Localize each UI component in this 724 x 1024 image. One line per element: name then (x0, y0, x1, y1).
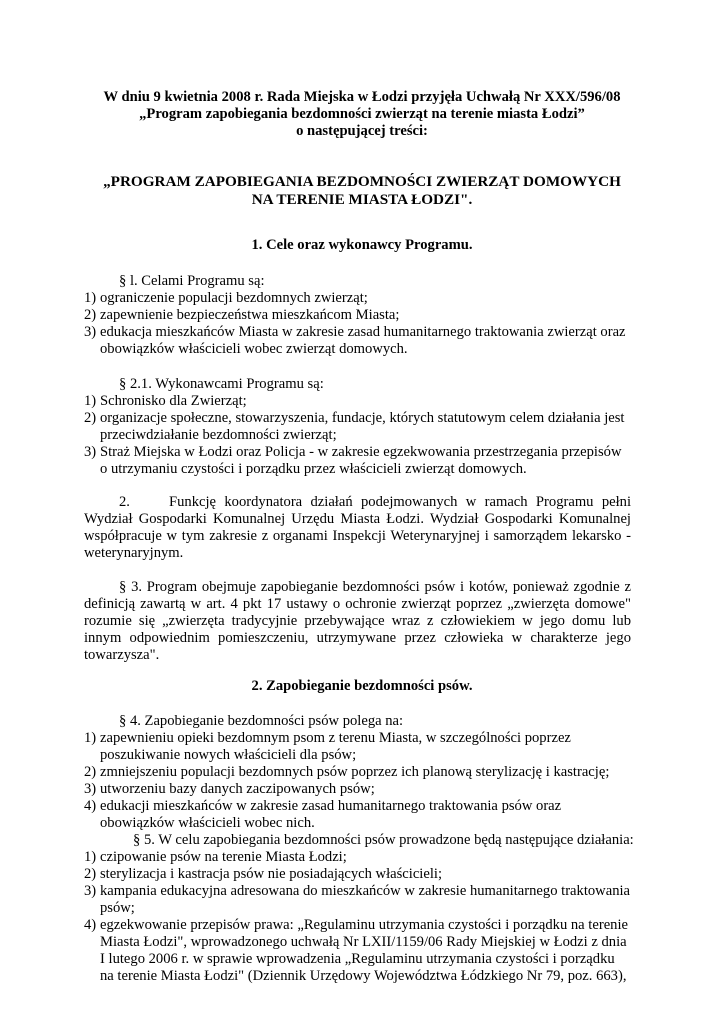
list-number: 2) (84, 866, 97, 882)
list-number: 1) (84, 849, 97, 865)
paragraph-3-line: definicją zawartą w art. 4 pkt 17 ustawy o ochronie zwierząt poprzez „zwierzęta domowe" (84, 596, 631, 612)
list-number: 4) (84, 798, 97, 814)
paragraph-2-1-intro: § 2.1. Wykonawcami Programu są: (119, 376, 324, 392)
list-item: Straż Miejska w Łodzi oraz Policja - w zakresie egzekwowania przestrzegania przepisów (100, 444, 622, 460)
paragraph-5-intro: § 5. W celu zapobiegania bezdomności psów prowadzone będą następujące działania: (133, 832, 634, 848)
list-item: sterylizacja i kastracja psów nie posiadających właścicieli; (100, 866, 442, 882)
list-number: 1) (84, 730, 97, 746)
list-item: zmniejszeniu populacji bezdomnych psów poprzez ich planową sterylizację i kastrację; (100, 764, 610, 780)
list-item-continuation: obowiązków właścicieli wobec zwierząt domowych. (100, 341, 408, 357)
list-number: 2) (84, 410, 97, 426)
paragraph-3-line: towarzysza". (84, 647, 160, 663)
list-item-continuation: Miasta Łodzi", wprowadzonego uchwałą Nr LXII/1159/06 Rady Miejskiej w Łodzi z dnia (100, 934, 627, 950)
list-item-continuation: przeciwdziałanie bezdomności zwierząt; (100, 427, 337, 443)
list-item: organizacje społeczne, stowarzyszenia, fundacje, których statutowym celem działania jest (100, 410, 625, 426)
list-item: edukacji mieszkańców w zakresie zasad humanitarnego traktowania psów oraz (100, 798, 562, 814)
header-line-2: „Program zapobiegania bezdomności zwierząt na terenie miasta Łodzi” (139, 106, 585, 122)
list-item: egzekwowanie przepisów prawa: „Regulaminu utrzymania czystości i porządku na terenie (100, 917, 629, 933)
list-item: kampania edukacyjna adresowana do mieszkańców w zakresie humanitarnego traktowania (100, 883, 631, 899)
program-title-line-2: NA TERENIE MIASTA ŁODZI". (251, 191, 473, 208)
list-item: utworzeniu bazy danych zaczipowanych psów; (100, 781, 375, 797)
list-number: 1) (84, 393, 97, 409)
list-item: ograniczenie populacji bezdomnych zwierząt; (100, 290, 368, 306)
list-item-continuation: psów; (100, 900, 135, 916)
header-line-1: W dniu 9 kwietnia 2008 r. Rada Miejska w Łodzi przyjęła Uchwałą Nr XXX/596/08 (103, 89, 621, 105)
list-item-continuation: poszukiwanie nowych właścicieli dla psów; (100, 747, 357, 763)
list-number: 3) (84, 883, 97, 899)
paragraph-3-line: rozumie się „zwierzęta tradycyjnie przebywające wraz z człowiekiem w jego domu lub (84, 613, 631, 629)
list-item: Schronisko dla Zwierząt; (100, 393, 247, 409)
paragraph-2-2-line: weterynaryjnym. (84, 545, 184, 561)
section-1-heading: 1. Cele oraz wykonawcy Programu. (251, 237, 473, 253)
list-number: 1) (84, 290, 97, 306)
paragraph-2-2-line: Funkcję koordynatora działań podejmowanych w ramach Programu pełni (169, 494, 631, 510)
paragraph-4-intro: § 4. Zapobieganie bezdomności psów polega na: (119, 713, 404, 729)
list-number: 4) (84, 917, 97, 933)
list-item-continuation: na terenie Miasta Łodzi" (Dziennik Urzędowy Województwa Łódzkiego Nr 79, poz. 663), (100, 968, 627, 984)
list-number: 3) (84, 781, 97, 797)
section-2-heading: 2. Zapobieganie bezdomności psów. (251, 678, 473, 694)
list-item: edukacja mieszkańców Miasta w zakresie zasad humanitarnego traktowania zwierząt oraz (100, 324, 626, 340)
paragraph-3-line: § 3. Program obejmuje zapobieganie bezdomności psów i kotów, ponieważ zgodnie z (119, 579, 631, 595)
list-item: zapewnieniu opieki bezdomnym psom z terenu Miasta, w szczególności poprzez (100, 730, 571, 746)
list-item: czipowanie psów na terenie Miasta Łodzi; (100, 849, 347, 865)
paragraph-2-2-number: 2. (119, 494, 130, 510)
paragraph-3-line: innym odpowiednim pomieszczeniu, utrzymywane przez człowieka w charakterze jego (84, 630, 631, 646)
list-item-continuation: I lutego 2006 r. w sprawie wprowadzenia „Regulaminu utrzymania czystości i porządku (100, 951, 615, 967)
list-number: 2) (84, 307, 97, 323)
list-item-continuation: obowiązków właścicieli wobec nich. (100, 815, 315, 831)
list-number: 3) (84, 324, 97, 340)
paragraph-1-intro: § l. Celami Programu są: (119, 273, 265, 289)
header-line-3: o następującej treści: (296, 123, 428, 139)
paragraph-2-2-line: Wydział Gospodarki Komunalnej Urzędu Miasta Łodzi. Wydział Gospodarki Komunalnej (84, 511, 631, 527)
list-number: 2) (84, 764, 97, 780)
program-title-line-1: „PROGRAM ZAPOBIEGANIA BEZDOMNOŚCI ZWIERZĄT DOMOWYCH (103, 173, 621, 190)
list-item-continuation: o utrzymaniu czystości i porządku przez właścicieli zwierząt domowych. (100, 461, 527, 477)
list-number: 3) (84, 444, 97, 460)
paragraph-2-2-line: współpracuje w tym zakresie z organami Inspekcji Weterynaryjnej i samorządem lekarsko - (84, 528, 631, 544)
list-item: zapewnienie bezpieczeństwa mieszkańcom Miasta; (100, 307, 400, 323)
